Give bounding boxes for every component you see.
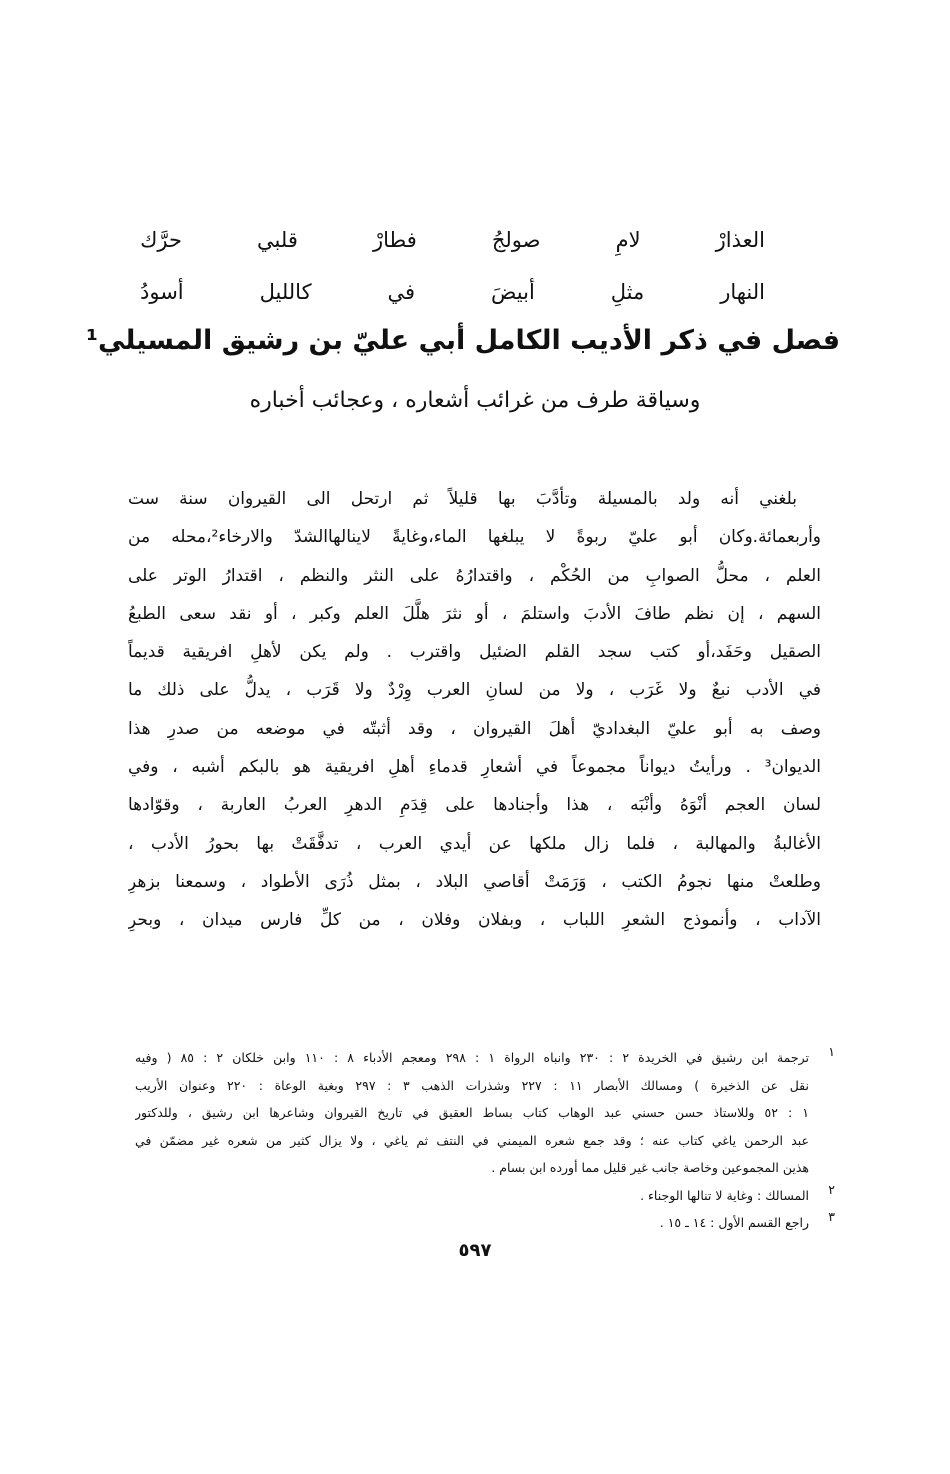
body-line: بلغني أنه ولد بالمسيلة وتأدَّبَ بها قليلاً ثم ارتحل الى القيروان سنة ست bbox=[128, 489, 797, 509]
body-line: السهم ، إن نظم طافَ الأدبَ واستلمَ ، أو نثرَ هلَّلَ العلم وكبر ، أو نقد سعى الطبعُ bbox=[128, 603, 821, 624]
body-line: وأربعمائة.وكان أبو عليّ ربوةً لا يبلغها الماء،وغايةً لاينالهاالشدّ والارخاء²،محله من bbox=[128, 527, 821, 548]
verse-word: في bbox=[387, 280, 416, 304]
footnote-line: راجع القسم الأول : ١٤ ـ ١٥ . bbox=[659, 1215, 809, 1230]
body-text bbox=[128, 480, 821, 940]
verse-word: حرَّك bbox=[140, 228, 182, 252]
footnote-line: ١ : ٥٢ وللاستاذ حسن حسني عبد الوهاب كتاب بساط العقيق في تاريخ القيروان وشاعرها ابن رشيق ، وللدكتور bbox=[135, 1105, 809, 1120]
footnote-number: ١ bbox=[828, 1044, 835, 1059]
verse-word: العذارْ bbox=[715, 228, 765, 252]
body-line: لسان العجم أنْوَهُ وأنْبَه ، هذا وأجنادها على قِدَمِ الدهرِ العربُ العاربة ، وقوّادها bbox=[128, 795, 821, 816]
verse-line-2 bbox=[140, 280, 765, 304]
verse-word: صولجُ bbox=[491, 228, 541, 252]
verse-word: كالليل bbox=[259, 280, 312, 304]
body-line: الصقيل وحَفَد،أو كتب سجد القلم الضئيل واقترب . ولم يكن لأهلِ افريقية قديماً bbox=[128, 642, 821, 663]
body-line: وصف به أبو عليّ البغداديّ أهلَ القيروان ، وقد أثبتّه في موضعه من صدرِ هذا bbox=[128, 718, 821, 739]
verse-line-1 bbox=[140, 228, 765, 252]
footnote-3 bbox=[135, 1209, 835, 1237]
footnote-number: ٢ bbox=[828, 1181, 835, 1197]
verse-word: أبيضَ bbox=[491, 280, 535, 304]
footnote-line: المسالك : وغاية لا تنالها الوجناء . bbox=[640, 1187, 809, 1203]
footnotes bbox=[135, 1044, 835, 1237]
page-number: ٥٩٧ bbox=[458, 1240, 492, 1261]
section-title: فصل في ذكر الأديب الكامل أبي عليّ بن رشيق المسيلي¹ bbox=[86, 325, 840, 356]
verse-word: النهار bbox=[720, 280, 765, 304]
verse-word: لامِ bbox=[615, 228, 641, 252]
footnote-line: عبد الرحمن ياغي كتاب عنه ؛ وقد جمع شعره الميمني في النتف ثم ياغي ، ولا يزال كثير من شعره غير مضمّن في bbox=[135, 1132, 809, 1148]
verse-word: مثلِ bbox=[610, 280, 645, 304]
body-line: الديوان³ . ورأيتُ ديواناً مجموعاً في أشعارِ قدماءِ أهلِ افريقية هو بالبكم أشبه ، وفي bbox=[128, 757, 821, 778]
section-subtitle: وسياقة طرف من غرائب أشعاره ، وعجائب أخباره bbox=[249, 388, 701, 413]
footnote-line: هذين المجموعين وخاصة جانب غير قليل مما أورده ابن بسام . bbox=[491, 1160, 809, 1175]
verse-word: فطارْ bbox=[372, 228, 417, 252]
verse-word: قلبي bbox=[257, 228, 298, 252]
body-line: في الأدب نبعٌ ولا غَرَب ، ولا من لسانِ العرب وِرْدٌ ولا قَرَب ، يدلُّ على ذلك ما bbox=[128, 680, 821, 701]
body-line: العلم ، محلُّ الصوابِ من الحُكْم ، واقتدارُهُ على النثر والنظم ، اقتدارُ الوتر على bbox=[128, 565, 821, 586]
body-line: الآداب ، وأنموذج الشعرِ اللباب ، وبفلان وفلان ، من كلِّ فارس ميدان ، وبحرِ bbox=[128, 910, 821, 931]
footnote-1 bbox=[135, 1044, 835, 1182]
verse-word: أسودُ bbox=[140, 280, 184, 304]
footnote-2 bbox=[135, 1182, 835, 1210]
footnote-line: نقل عن الذخيرة ) ومسالك الأبصار ١١ : ٢٢٧ وشذرات الذهب ٣ : ٢٩٧ وبغية الوعاة : ٢٢٠ وعنوان الأريب bbox=[135, 1077, 809, 1093]
footnote-number: ٣ bbox=[828, 1209, 835, 1224]
body-line: وطلعتْ منها نجومُ الكتب ، وَرَمَتْ أقاصي البلاد ، بمثل ذُرَى الأطواد ، وسمعنا بزهرِ bbox=[128, 871, 821, 892]
footnote-line: ترجمة ابن رشيق في الخريدة ٢ : ٢٣٠ وانباه الرواة ١ : ٢٩٨ ومعجم الأدباء ٨ : ١١٠ وابن خلكان ٢ : ٨٥ ( وفيه bbox=[135, 1050, 809, 1065]
body-line: الأغالبةُ والمهالبة ، فلما زال ملكها عن أيدي العرب ، تدفَّقَتْ بها بحورُ الأدب ، bbox=[128, 833, 821, 854]
